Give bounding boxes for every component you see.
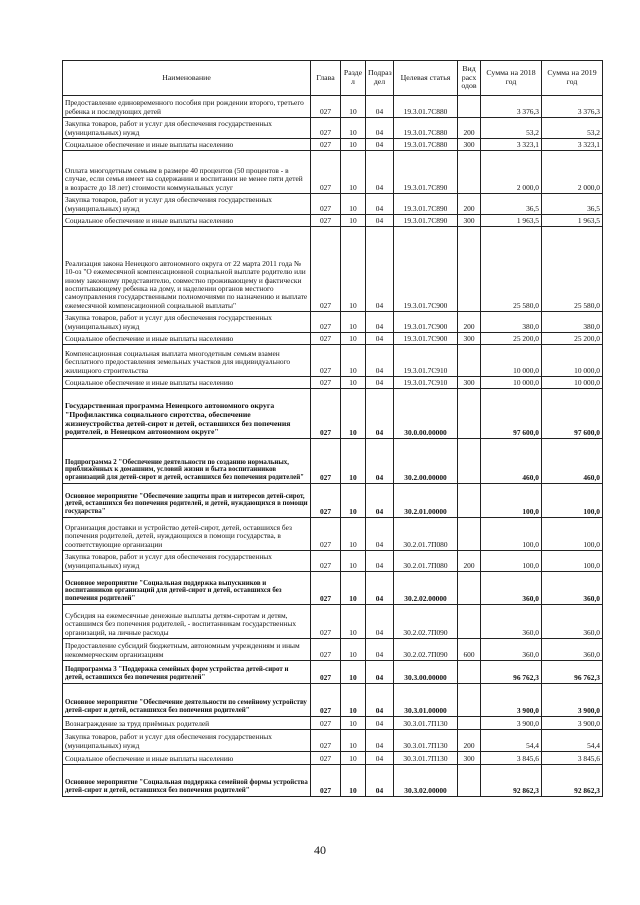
row-target-article: 30.2.01.00000 — [394, 484, 458, 518]
header-chapter: Глава — [311, 61, 341, 96]
row-expense-type — [458, 605, 481, 639]
row-sum-2019: 54,4 — [542, 730, 603, 752]
row-target-article: 30.2.02.00000 — [394, 572, 458, 605]
row-sum-2019: 10 000,0 — [542, 377, 603, 389]
row-sum-2019: 100,0 — [542, 518, 603, 551]
row-name: Основное мероприятие "Обеспечение деятельности по семейному устройству детей-сирот и детей, оставшихся без попечения родителей" — [63, 684, 311, 717]
row-chapter: 027 — [311, 345, 341, 377]
row-target-article: 19.3.01.7С900 — [394, 312, 458, 333]
row-sum-2018: 10 000,0 — [481, 345, 542, 377]
table-row — [63, 389, 603, 439]
row-section: 10 — [341, 194, 366, 215]
row-target-article: 30.3.01.00000 — [394, 684, 458, 717]
row-name: Компенсационная социальная выплата многодетным семьям взамен бесплатного предоставления земельных участков для индивидуального жилищного строительства — [63, 345, 311, 377]
row-chapter: 027 — [311, 551, 341, 572]
row-section: 10 — [341, 484, 366, 518]
row-subsection: 04 — [366, 151, 394, 194]
row-subsection: 04 — [366, 389, 394, 439]
table-row — [63, 139, 603, 151]
row-subsection: 04 — [366, 730, 394, 752]
row-expense-type: 300 — [458, 139, 481, 151]
row-sum-2019: 360,0 — [542, 605, 603, 639]
row-sum-2018: 100,0 — [481, 518, 542, 551]
row-target-article: 30.3.01.7П130 — [394, 752, 458, 765]
row-sum-2018: 100,0 — [481, 484, 542, 518]
table-row — [63, 639, 603, 661]
row-sum-2019: 36,5 — [542, 194, 603, 215]
row-subsection: 04 — [366, 377, 394, 389]
row-subsection: 04 — [366, 684, 394, 717]
row-sum-2018: 1 963,5 — [481, 215, 542, 227]
row-subsection: 04 — [366, 518, 394, 551]
row-chapter: 027 — [311, 333, 341, 345]
row-section: 10 — [341, 96, 366, 118]
row-section: 10 — [341, 345, 366, 377]
row-chapter: 027 — [311, 484, 341, 518]
row-chapter: 027 — [311, 96, 341, 118]
row-section: 10 — [341, 312, 366, 333]
row-name: Подпрограмма 2 "Обеспечение деятельности по созданию нормальных, приближённых к домашним, условий жизни и быта воспитанников организаций для детей-сирот и детей, оставшихся без попечения родителей" — [63, 439, 311, 484]
table-row — [63, 717, 603, 730]
row-target-article: 30.2.02.7П090 — [394, 639, 458, 661]
row-sum-2018: 25 200,0 — [481, 333, 542, 345]
header-subsection: Подраз дел — [366, 61, 394, 96]
row-section: 10 — [341, 377, 366, 389]
row-sum-2018: 3 323,1 — [481, 139, 542, 151]
table-row — [63, 118, 603, 139]
row-sum-2019: 53,2 — [542, 118, 603, 139]
row-target-article: 30.2.00.00000 — [394, 439, 458, 484]
row-sum-2019: 3 323,1 — [542, 139, 603, 151]
row-expense-type — [458, 484, 481, 518]
row-target-article: 19.3.01.7С890 — [394, 151, 458, 194]
row-name: Организация доставки и устройство детей-сирот, детей, оставшихся без попечения родителей, детей, нуждающихся в помощи государства, в соответствующие организации — [63, 518, 311, 551]
row-target-article: 19.3.01.7С910 — [394, 377, 458, 389]
row-expense-type — [458, 439, 481, 484]
table-row — [63, 765, 603, 797]
row-sum-2019: 380,0 — [542, 312, 603, 333]
row-sum-2019: 25 580,0 — [542, 227, 603, 312]
row-sum-2019: 100,0 — [542, 551, 603, 572]
table-row — [63, 227, 603, 312]
row-sum-2019: 460,0 — [542, 439, 603, 484]
row-chapter: 027 — [311, 389, 341, 439]
row-sum-2018: 360,0 — [481, 572, 542, 605]
row-sum-2019: 10 000,0 — [542, 345, 603, 377]
table-row — [63, 661, 603, 684]
row-section: 10 — [341, 717, 366, 730]
row-chapter: 027 — [311, 377, 341, 389]
row-chapter: 027 — [311, 215, 341, 227]
row-name: Реализация закона Ненецкого автономного округа от 22 марта 2011 года № 10-оз "О ежемесячной компенсационной социальной выплате родителю или иному законному представителю, совместно проживающему и фактически воспитывающему ребенка на дому, и наделении органов местного самоуправления государственными полномочиями по назначению и выплате ежемесячной компенсационной социальной выплаты" — [63, 227, 311, 312]
row-sum-2018: 460,0 — [481, 439, 542, 484]
row-chapter: 027 — [311, 312, 341, 333]
header-sum-2019: Сумма на 2019 год — [542, 61, 603, 96]
budget-table — [62, 60, 603, 797]
row-target-article: 19.3.01.7С900 — [394, 333, 458, 345]
row-section: 10 — [341, 333, 366, 345]
table-row — [63, 518, 603, 551]
table-row — [63, 377, 603, 389]
row-sum-2018: 36,5 — [481, 194, 542, 215]
row-chapter: 027 — [311, 730, 341, 752]
row-name: Оплата многодетным семьям в размере 40 процентов (50 процентов - в случае, если семья имеет на содержании и воспитании не менее пяти детей в возрасте до 18 лет) стоимости коммунальных услуг — [63, 151, 311, 194]
row-sum-2019: 1 963,5 — [542, 215, 603, 227]
row-expense-type — [458, 389, 481, 439]
row-target-article: 19.3.01.7С890 — [394, 215, 458, 227]
row-target-article: 30.3.02.00000 — [394, 765, 458, 797]
row-sum-2019: 2 000,0 — [542, 151, 603, 194]
row-chapter: 027 — [311, 227, 341, 312]
row-expense-type: 200 — [458, 551, 481, 572]
table-row — [63, 730, 603, 752]
row-subsection: 04 — [366, 345, 394, 377]
row-subsection: 04 — [366, 717, 394, 730]
row-sum-2018: 25 580,0 — [481, 227, 542, 312]
row-sum-2018: 96 762,3 — [481, 661, 542, 684]
row-chapter: 027 — [311, 639, 341, 661]
row-section: 10 — [341, 215, 366, 227]
row-sum-2018: 3 845,6 — [481, 752, 542, 765]
row-sum-2018: 2 000,0 — [481, 151, 542, 194]
table-row — [63, 194, 603, 215]
row-sum-2018: 53,2 — [481, 118, 542, 139]
row-sum-2018: 360,0 — [481, 639, 542, 661]
table-row — [63, 752, 603, 765]
row-name: Социальное обеспечение и иные выплаты населению — [63, 215, 311, 227]
row-expense-type — [458, 717, 481, 730]
row-target-article: 19.3.01.7С880 — [394, 96, 458, 118]
row-chapter: 027 — [311, 151, 341, 194]
row-section: 10 — [341, 118, 366, 139]
row-subsection: 04 — [366, 227, 394, 312]
row-chapter: 027 — [311, 684, 341, 717]
row-subsection: 04 — [366, 572, 394, 605]
row-sum-2018: 54,4 — [481, 730, 542, 752]
table-row — [63, 312, 603, 333]
row-subsection: 04 — [366, 752, 394, 765]
row-expense-type: 300 — [458, 333, 481, 345]
table-row — [63, 151, 603, 194]
row-expense-type — [458, 684, 481, 717]
table-row — [63, 684, 603, 717]
row-target-article: 30.3.01.7П130 — [394, 730, 458, 752]
table-row — [63, 96, 603, 118]
row-sum-2019: 360,0 — [542, 639, 603, 661]
table-row — [63, 572, 603, 605]
header-expense-type: Вид расх одов — [458, 61, 481, 96]
row-sum-2019: 97 600,0 — [542, 389, 603, 439]
row-name: Предоставление единовременного пособия при рождении второго, третьего ребенка и последующих детей — [63, 96, 311, 118]
row-expense-type — [458, 572, 481, 605]
table-row — [63, 551, 603, 572]
row-name: Закупка товаров, работ и услуг для обеспечения государственных (муниципальных) нужд — [63, 730, 311, 752]
row-sum-2019: 92 862,3 — [542, 765, 603, 797]
row-sum-2018: 3 900,0 — [481, 717, 542, 730]
table-row — [63, 605, 603, 639]
row-expense-type: 200 — [458, 730, 481, 752]
row-target-article: 19.3.01.7С900 — [394, 227, 458, 312]
table-row — [63, 345, 603, 377]
row-chapter: 027 — [311, 605, 341, 639]
row-expense-type — [458, 151, 481, 194]
row-section: 10 — [341, 752, 366, 765]
row-section: 10 — [341, 730, 366, 752]
row-sum-2019: 3 376,3 — [542, 96, 603, 118]
header-target-article: Целевая статья — [394, 61, 458, 96]
row-subsection: 04 — [366, 439, 394, 484]
row-expense-type — [458, 765, 481, 797]
row-expense-type — [458, 345, 481, 377]
row-name: Подпрограмма 3 "Поддержка семейных форм устройства детей-сирот и детей, оставшихся без попечения родителей" — [63, 661, 311, 684]
row-name: Вознаграждение за труд приёмных родителей — [63, 717, 311, 730]
row-chapter: 027 — [311, 752, 341, 765]
row-sum-2018: 3 900,0 — [481, 684, 542, 717]
row-target-article: 30.2.01.7П080 — [394, 518, 458, 551]
row-subsection: 04 — [366, 139, 394, 151]
row-expense-type: 200 — [458, 118, 481, 139]
row-chapter: 027 — [311, 518, 341, 551]
row-chapter: 027 — [311, 765, 341, 797]
row-subsection: 04 — [366, 551, 394, 572]
row-target-article: 30.3.00.00000 — [394, 661, 458, 684]
row-chapter: 027 — [311, 139, 341, 151]
row-sum-2018: 92 862,3 — [481, 765, 542, 797]
row-sum-2019: 100,0 — [542, 484, 603, 518]
row-sum-2018: 10 000,0 — [481, 377, 542, 389]
row-sum-2019: 3 845,6 — [542, 752, 603, 765]
header-name: Наименование — [63, 61, 311, 96]
row-sum-2019: 25 200,0 — [542, 333, 603, 345]
row-subsection: 04 — [366, 765, 394, 797]
row-section: 10 — [341, 227, 366, 312]
row-name: Субсидия на ежемесячные денежные выплаты детям-сиротам и детям, оставшимся без попечения родителей, - воспитанникам государственных организаций, на личные расходы — [63, 605, 311, 639]
row-target-article: 19.3.01.7С910 — [394, 345, 458, 377]
row-expense-type — [458, 227, 481, 312]
row-subsection: 04 — [366, 661, 394, 684]
row-expense-type: 300 — [458, 752, 481, 765]
table-row — [63, 439, 603, 484]
row-section: 10 — [341, 765, 366, 797]
row-section: 10 — [341, 661, 366, 684]
row-chapter: 027 — [311, 717, 341, 730]
row-section: 10 — [341, 572, 366, 605]
row-target-article: 30.2.01.7П080 — [394, 551, 458, 572]
row-name: Основное мероприятие "Обеспечение защиты прав и интересов детей-сирот, детей, оставшихся без попечения родителей, и детей, нуждающихся в помощи государства" — [63, 484, 311, 518]
row-expense-type — [458, 661, 481, 684]
row-subsection: 04 — [366, 118, 394, 139]
row-subsection: 04 — [366, 484, 394, 518]
header-sum-2018: Сумма на 2018 год — [481, 61, 542, 96]
row-expense-type — [458, 96, 481, 118]
row-chapter: 027 — [311, 572, 341, 605]
row-chapter: 027 — [311, 661, 341, 684]
row-sum-2019: 3 900,0 — [542, 717, 603, 730]
row-chapter: 027 — [311, 194, 341, 215]
row-section: 10 — [341, 518, 366, 551]
row-expense-type: 300 — [458, 215, 481, 227]
row-expense-type: 300 — [458, 377, 481, 389]
row-expense-type: 200 — [458, 312, 481, 333]
row-name: Закупка товаров, работ и услуг для обеспечения государственных (муниципальных) нужд — [63, 312, 311, 333]
row-subsection: 04 — [366, 215, 394, 227]
row-sum-2018: 360,0 — [481, 605, 542, 639]
row-section: 10 — [341, 151, 366, 194]
row-name: Социальное обеспечение и иные выплаты населению — [63, 752, 311, 765]
row-chapter: 027 — [311, 439, 341, 484]
row-sum-2019: 360,0 — [542, 572, 603, 605]
row-section: 10 — [341, 389, 366, 439]
row-subsection: 04 — [366, 333, 394, 345]
row-sum-2018: 3 376,3 — [481, 96, 542, 118]
row-section: 10 — [341, 139, 366, 151]
table-body — [63, 96, 603, 797]
row-name: Социальное обеспечение и иные выплаты населению — [63, 139, 311, 151]
row-target-article: 30.3.01.7П130 — [394, 717, 458, 730]
table-row — [63, 333, 603, 345]
row-name: Закупка товаров, работ и услуг для обеспечения государственных (муниципальных) нужд — [63, 551, 311, 572]
row-subsection: 04 — [366, 312, 394, 333]
row-target-article: 19.3.01.7С890 — [394, 194, 458, 215]
row-expense-type: 600 — [458, 639, 481, 661]
table-row — [63, 215, 603, 227]
row-name: Государственная программа Ненецкого автономного округа "Профилактика социального сиротства, обеспечение жизнеустройства детей-сирот и детей, оставшихся без попечения родителей, в Ненецком автономном округе" — [63, 389, 311, 439]
row-subsection: 04 — [366, 194, 394, 215]
row-section: 10 — [341, 439, 366, 484]
row-chapter: 027 — [311, 118, 341, 139]
row-name: Закупка товаров, работ и услуг для обеспечения государственных (муниципальных) нужд — [63, 118, 311, 139]
row-expense-type: 200 — [458, 194, 481, 215]
table-row — [63, 484, 603, 518]
row-sum-2018: 100,0 — [481, 551, 542, 572]
row-subsection: 04 — [366, 639, 394, 661]
row-target-article: 30.2.02.7П090 — [394, 605, 458, 639]
row-name: Основное мероприятие "Социальная поддержка семейной формы устройства детей-сирот и детей, оставшихся без попечения родителей" — [63, 765, 311, 797]
row-target-article: 30.0.00.00000 — [394, 389, 458, 439]
row-sum-2019: 3 900,0 — [542, 684, 603, 717]
row-subsection: 04 — [366, 605, 394, 639]
row-name: Социальное обеспечение и иные выплаты населению — [63, 333, 311, 345]
row-name: Основное мероприятие "Социальная поддержка выпускников и воспитанников организаций для детей-сирот и детей, оставшихся без попечения родителей" — [63, 572, 311, 605]
row-name: Предоставление субсидий бюджетным, автономным учреждениям и иным некоммерческим организациям — [63, 639, 311, 661]
row-section: 10 — [341, 551, 366, 572]
header-section: Разде л — [341, 61, 366, 96]
table-header-row — [63, 61, 603, 96]
row-sum-2018: 97 600,0 — [481, 389, 542, 439]
row-section: 10 — [341, 639, 366, 661]
row-section: 10 — [341, 605, 366, 639]
row-name: Социальное обеспечение и иные выплаты населению — [63, 377, 311, 389]
row-expense-type — [458, 518, 481, 551]
row-section: 10 — [341, 684, 366, 717]
row-target-article: 19.3.01.7С880 — [394, 118, 458, 139]
row-subsection: 04 — [366, 96, 394, 118]
row-sum-2019: 96 762,3 — [542, 661, 603, 684]
row-target-article: 19.3.01.7С880 — [394, 139, 458, 151]
row-sum-2018: 380,0 — [481, 312, 542, 333]
page-number: 40 — [314, 843, 326, 857]
row-name: Закупка товаров, работ и услуг для обеспечения государственных (муниципальных) нужд — [63, 194, 311, 215]
